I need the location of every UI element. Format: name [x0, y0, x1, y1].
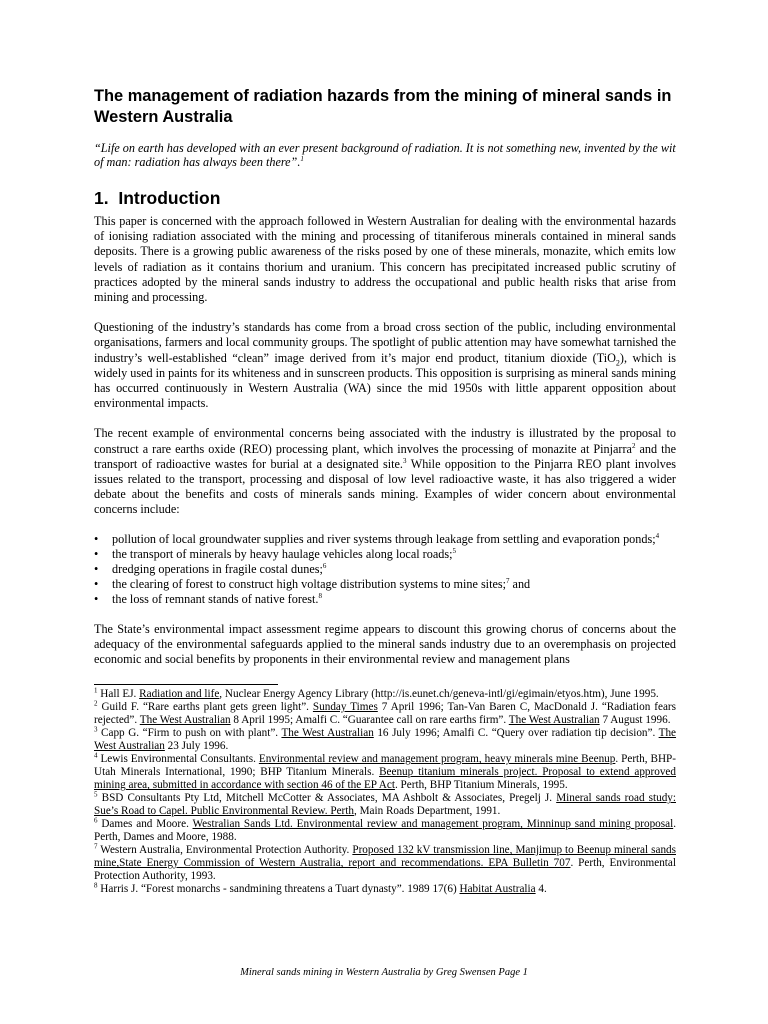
- footnote-text: , Nuclear Energy Agency Library (http://is.eunet.ch/geneva-intl/gi/egimain/etyos.htm), June 1995.: [219, 688, 659, 701]
- footnote-ref[interactable]: 6: [322, 562, 327, 570]
- footnote-text: . Perth, Dames and Moore, 1988.: [94, 818, 676, 844]
- footnote-ref[interactable]: 5: [452, 546, 456, 555]
- concerns-list: [94, 532, 676, 608]
- footnote-text: 4.: [535, 883, 547, 896]
- footnote-ref[interactable]: 8: [318, 592, 322, 601]
- footnote-text: . Perth, Environmental Protection Authority, 1993.: [94, 857, 676, 883]
- list-item-text: pollution of local groundwater supplies and river systems through leakage from settling and evaporation ponds;: [112, 531, 656, 546]
- footnote-1: [94, 688, 676, 701]
- page-footer: Mineral sands mining in Western Australia by Greg Swensen Page 1: [240, 967, 528, 978]
- footnote-text: Hall EJ.: [97, 688, 140, 701]
- epigraph-text: “Life on earth has developed with an ever present background of radiation. It is not something new, invented by the wit of man: radiation has always been there”.: [94, 141, 676, 169]
- footnote-text: BSD Consultants Pty Ltd, Mitchell McCotter & Associates, MA Ashbolt & Associates, Pregelj J.: [97, 792, 557, 805]
- citation-title: Environmental review and management program, heavy minerals mine Beenup: [258, 753, 616, 766]
- section-heading: [94, 188, 676, 208]
- paper-title: The management of radiation hazards from the mining of mineral sands in Western Australia: [94, 87, 672, 126]
- footnote-text: . Perth, BHP-Utah Minerals International, 1990; BHP Titanium Minerals.: [94, 753, 677, 779]
- footnote-number: 5: [94, 790, 98, 799]
- footnote-text: Western Australia, Environmental Protection Authority.: [97, 844, 353, 857]
- footnote-text: , Main Roads Department, 1991.: [353, 805, 501, 818]
- list-item: [94, 532, 676, 547]
- footnote-ref-3[interactable]: 3: [402, 456, 407, 465]
- bullet-icon: •: [94, 531, 99, 546]
- footnote-text: . Perth, BHP Titanium Minerals, 1995.: [394, 779, 568, 792]
- footnote-text: 23 July 1996.: [164, 740, 229, 753]
- footnote-number: 1: [94, 686, 98, 695]
- list-item-tail: and: [509, 577, 531, 592]
- list-item-text: the transport of minerals by heavy haulage vehicles along local roads;: [112, 546, 453, 561]
- list-item: [94, 562, 676, 577]
- footnote-ref[interactable]: 7: [506, 577, 510, 586]
- epigraph-ref[interactable]: 1: [300, 154, 304, 163]
- epigraph: [94, 141, 676, 169]
- footnote-ref-2[interactable]: 2: [631, 441, 636, 450]
- citation-title: Westralian Sands Ltd. Environmental review and management program, Minninup sand mining proposal: [192, 818, 674, 831]
- citation-title: The West Australian: [508, 714, 600, 727]
- footnote-divider: [94, 684, 278, 685]
- footnote-text: Capp G. “Firm to push on with plant”.: [97, 727, 282, 740]
- list-item: [94, 592, 676, 607]
- paragraph-3-text-c: While opposition to the Pinjarra REO plant involves issues related to the transport, processing and disposal of low level radioactive waste, it has also triggered a wider debate about the benefits and costs of minerals sands mining. Examples of wider concern about environmental concerns include:: [94, 456, 676, 517]
- paragraph-1: This paper is concerned with the approach followed in Western Australian for dealing with the environmental hazards of ionising radiation associated with the mining and processing of titaniferous minerals contained in mineral sands deposits. There is a growing public awareness of the risks posed by one of these minerals, monazite, which emits low levels of radiation as it contains thorium and uranium. This concern has precipitated increased public scrutiny of practices adopted by the mineral sands industry to address the occupational and public health risks that arise from mining and processing.: [94, 214, 676, 305]
- footnote-7: [94, 844, 676, 883]
- citation-title: Sunday Times: [312, 701, 378, 714]
- list-item-text: the clearing of forest to construct high voltage distribution systems to mine sites;: [112, 577, 506, 592]
- footnote-number: 3: [94, 725, 98, 734]
- citation-title: Habitat Australia: [459, 883, 536, 896]
- footnote-5: [94, 792, 676, 818]
- footnotes: [94, 688, 676, 896]
- footnote-number: 8: [94, 881, 98, 890]
- bullet-icon: •: [94, 592, 99, 607]
- footnote-text: 16 July 1996; Amalfi C. “Query over radiation tip decision”.: [373, 727, 659, 740]
- list-item: [94, 547, 676, 562]
- footnote-number: 7: [94, 842, 98, 851]
- paragraph-3-text-a: The recent example of environmental concerns being associated with the industry is illustrated by the proposal to construct a rare earths oxide (REO) processing plant, which involves the processing of monazite at Pinjarra: [94, 426, 676, 456]
- footnote-text: Harris J. “Forest monarchs - sandmining threatens a Tuart dynasty”. 1989 17(6): [97, 883, 460, 896]
- paragraph-2-text-a: Questioning of the industry’s standards has come from a broad cross section of the public, including environmental organisations, farmers and local community groups. The spotlight of public attention may have somewhat tarnished the industry’s well-established “clean” image derived from it’s major end product, titanium dioxide (TiO: [94, 320, 676, 365]
- paragraph-2-text-b: ), which is widely used in paints for its whiteness and in sunscreen products. This opposition is surprising as mineral sands mining has occurred continuously in Western Australia (WA) since the mid 1950s with little apparent opposition about environmental impacts.: [94, 350, 676, 411]
- footnote-3: [94, 727, 676, 753]
- document-page: [94, 86, 676, 896]
- footnote-text: Lewis Environmental Consultants.: [97, 753, 259, 766]
- section-number: 1.: [94, 188, 109, 208]
- citation-title: Proposed 132 kV transmission line, Manjimup to Beenup mineral sands mine,State Energy Commission of Western Australia, report and recommendations. EPA Bulletin 707: [94, 844, 676, 870]
- footnote-number: 2: [94, 699, 98, 708]
- paragraph-4: The State’s environmental impact assessment regime appears to discount this growing chorus of concerns about the adequacy of the environmental safeguards applied to the mineral sands industry due to an overemphasis on projected economic and social benefits by proponents in their environmental review and management plans: [94, 621, 676, 667]
- list-item-text: dredging operations in fragile costal dunes;: [112, 562, 323, 577]
- citation-title: Beenup titanium minerals project. Proposal to extend approved mining area, submitted in accordance with section 46 of the EP Act: [94, 766, 676, 792]
- paragraph-3: [94, 426, 676, 517]
- footnote-ref[interactable]: 4: [655, 531, 660, 540]
- footnote-6: [94, 818, 676, 844]
- footnote-number: 6: [94, 816, 98, 825]
- section-title: Introduction: [118, 188, 221, 208]
- citation-title: The West Australian: [94, 727, 677, 753]
- footnote-text: 7 August 1996.: [599, 714, 671, 727]
- footnote-text: 8 April 1995; Amalfi C. “Guarantee call on rare earths firm”.: [230, 714, 509, 727]
- bullet-icon: •: [94, 546, 99, 561]
- footnote-number: 4: [94, 751, 98, 760]
- list-item-text: the loss of remnant stands of native forest.: [112, 592, 319, 607]
- footnote-8: [94, 883, 676, 896]
- footnote-text: Guild F. “Rare earths plant gets green light”.: [97, 701, 313, 714]
- list-item: [94, 577, 676, 592]
- footnote-text: 7 April 1996; Tan-Van Baren C, MacDonald J. “Radiation fears rejected”.: [94, 701, 676, 727]
- bullet-icon: •: [94, 562, 99, 577]
- citation-title: The West Australian: [139, 714, 231, 727]
- bullet-icon: •: [94, 577, 99, 592]
- subscript-2: 2: [615, 358, 620, 368]
- citation-title: Radiation and life: [139, 688, 220, 701]
- citation-title: Mineral sands road study: Sue’s Road to Capel. Public Environmental Review. Perth: [94, 792, 676, 818]
- paragraph-3-text-b: and the transport of radioactive wastes for burial at a designated site.: [94, 441, 676, 471]
- footnote-text: Dames and Moore.: [97, 818, 193, 831]
- footnote-4: [94, 753, 676, 792]
- footnote-2: [94, 701, 676, 727]
- citation-title: The West Australian: [281, 727, 374, 740]
- paragraph-2: [94, 320, 676, 411]
